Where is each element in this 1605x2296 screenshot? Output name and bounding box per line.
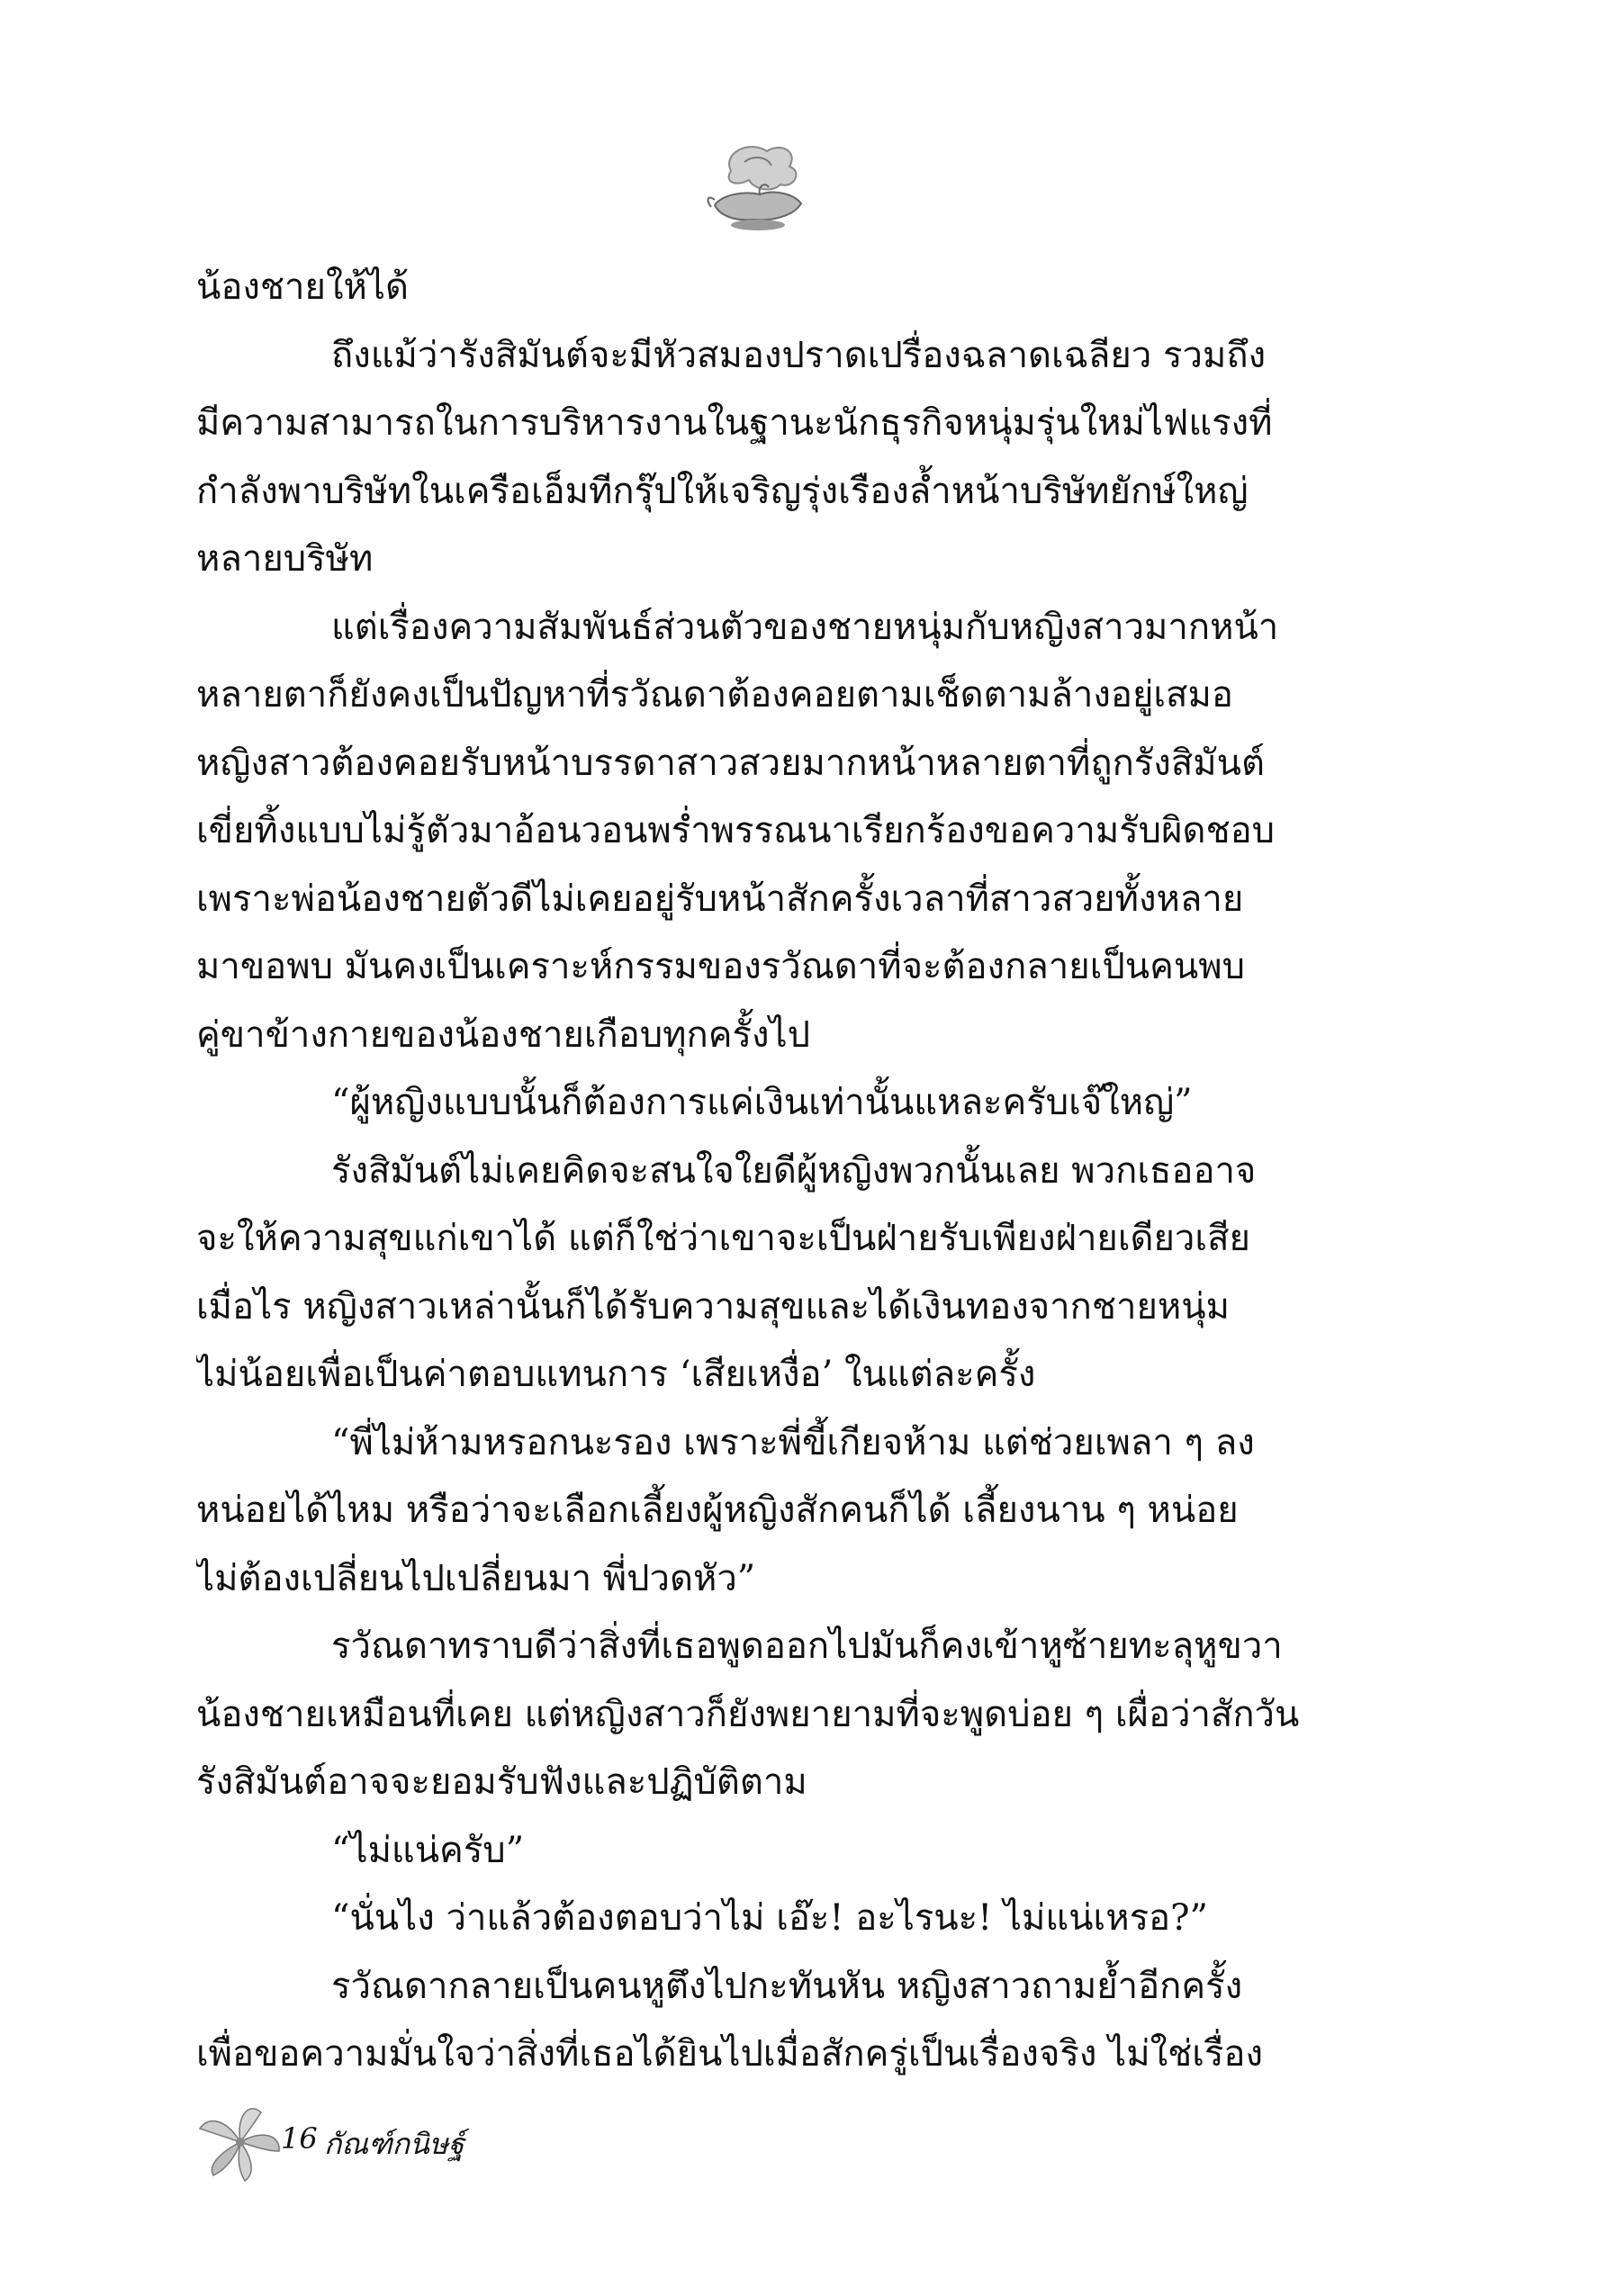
paragraph-line: กำลังพาบริษัทในเครือเอ็มทีกรุ๊ปให้เจริญรุ่งเรืองล้ำหน้าบริษัทยักษ์ใหญ่ bbox=[196, 470, 1249, 512]
paragraph-line: น้องชายเหมือนที่เคย แต่หญิงสาวก็ยังพยายามที่จะพูดบ่อย ๆ เผื่อว่าสักวัน bbox=[196, 1693, 1300, 1735]
paragraph-line: เพราะพ่อน้องชายตัวดีไม่เคยอยู่รับหน้าสักครั้งเวลาที่สาวสวยทั้งหลาย bbox=[196, 878, 1244, 920]
paragraph-line: มาขอพบ มันคงเป็นเคราะห์กรรมของรวัณดาที่จะต้องกลายเป็นคนพบ bbox=[196, 946, 1245, 987]
page-number: 16 bbox=[281, 2121, 318, 2156]
paragraph-line: ไม่ต้องเปลี่ยนไปเปลี่ยนมา พี่ปวดหัว” bbox=[196, 1557, 756, 1599]
dialogue-line: “ผู้หญิงแบบนั้นก็ต้องการแค่เงินเท่านั้นแหละครับเจ๊ใหญ่” bbox=[331, 1082, 1193, 1123]
dialogue-line: “นั่นไง ว่าแล้วต้องตอบว่าไม่ เอ๊ะ! อะไรนะ! ไม่แน่เหรอ?” bbox=[331, 1897, 1208, 1939]
paragraph-line: เพื่อขอความมั่นใจว่าสิ่งที่เธอได้ยินไปเมื่อสักครู่เป็นเรื่องจริง ไม่ใช่เรื่อง bbox=[196, 2033, 1263, 2075]
paragraph-line: มีความสามารถในการบริหารงานในฐานะนักธุรกิจหนุ่มรุ่นใหม่ไฟแรงที่ bbox=[196, 402, 1273, 444]
paragraph-line: หน่อยได้ไหม หรือว่าจะเลือกเลี้ยงผู้หญิงสักคนก็ได้ เลี้ยงนาน ๆ หน่อย bbox=[196, 1490, 1239, 1531]
paragraph-line: หลายบริษัท bbox=[196, 538, 374, 580]
page-footer bbox=[191, 2102, 569, 2183]
paragraph-line: หญิงสาวต้องคอยรับหน้าบรรดาสาวสวยมากหน้าหลายตาที่ถูกรังสิมันต์ bbox=[196, 742, 1265, 784]
paragraph-line: เขี่ยทิ้งแบบไม่รู้ตัวมาอ้อนวอนพร่ำพรรณนาเรียกร้องขอความรับผิดชอบ bbox=[196, 810, 1276, 851]
paragraph-line: รังสิมันต์อาจจะยอมรับฟังและปฏิบัติตาม bbox=[196, 1761, 807, 1803]
lamp-ornament-icon bbox=[704, 135, 810, 234]
paragraph-line: หลายตาก็ยังคงเป็นปัญหาที่รวัณดาต้องคอยตามเช็ดตามล้างอยู่เสมอ bbox=[196, 674, 1233, 716]
paragraph-line: รวัณดาทราบดีว่าสิ่งที่เธอพูดออกไปมันก็คงเข้าหูซ้ายทะลุหูขวา bbox=[331, 1625, 1283, 1667]
paragraph-line: ถึงแม้ว่ารังสิมันต์จะมีหัวสมองปราดเปรื่องฉลาดเฉลียว รวมถึง bbox=[331, 334, 1267, 376]
paragraph-line: แต่เรื่องความสัมพันธ์ส่วนตัวของชายหนุ่มกับหญิงสาวมากหน้า bbox=[331, 606, 1279, 648]
paragraph-line: น้องชายให้ได้ bbox=[196, 266, 409, 308]
dialogue-line: “ไม่แน่ครับ” bbox=[331, 1829, 525, 1871]
paragraph-line: จะให้ความสุขแก่เขาได้ แต่ก็ใช่ว่าเขาจะเป็นฝ่ายรับเพียงฝ่ายเดียวเสีย bbox=[196, 1218, 1250, 1259]
paragraph-line: รวัณดากลายเป็นคนหูตึงไปกะทันหัน หญิงสาวถามย้ำอีกครั้ง bbox=[331, 1965, 1243, 2007]
flower-ornament-icon bbox=[191, 2102, 290, 2183]
dialogue-line: “พี่ไม่ห้ามหรอกนะรอง เพราะพี่ขี้เกียจห้าม แต่ช่วยเพลา ๆ ลง bbox=[331, 1421, 1255, 1463]
paragraph-line: รังสิมันต์ไม่เคยคิดจะสนใจใยดีผู้หญิงพวกนั้นเลย พวกเธออาจ bbox=[331, 1149, 1257, 1192]
author-name: กัณฑ์กนิษฐ์ bbox=[324, 2127, 464, 2161]
body-text bbox=[196, 254, 1420, 2089]
paragraph-line: เมื่อไร หญิงสาวเหล่านั้นก็ได้รับความสุขและได้เงินทองจากชายหนุ่ม bbox=[196, 1285, 1230, 1328]
paragraph-line: คู่ขาข้างกายของน้องชายเกือบทุกครั้งไป bbox=[196, 1013, 811, 1056]
paragraph-line: ไม่น้อยเพื่อเป็นค่าตอบแทนการ ‘เสียเหงื่อ’ ในแต่ละครั้ง bbox=[196, 1354, 1036, 1395]
